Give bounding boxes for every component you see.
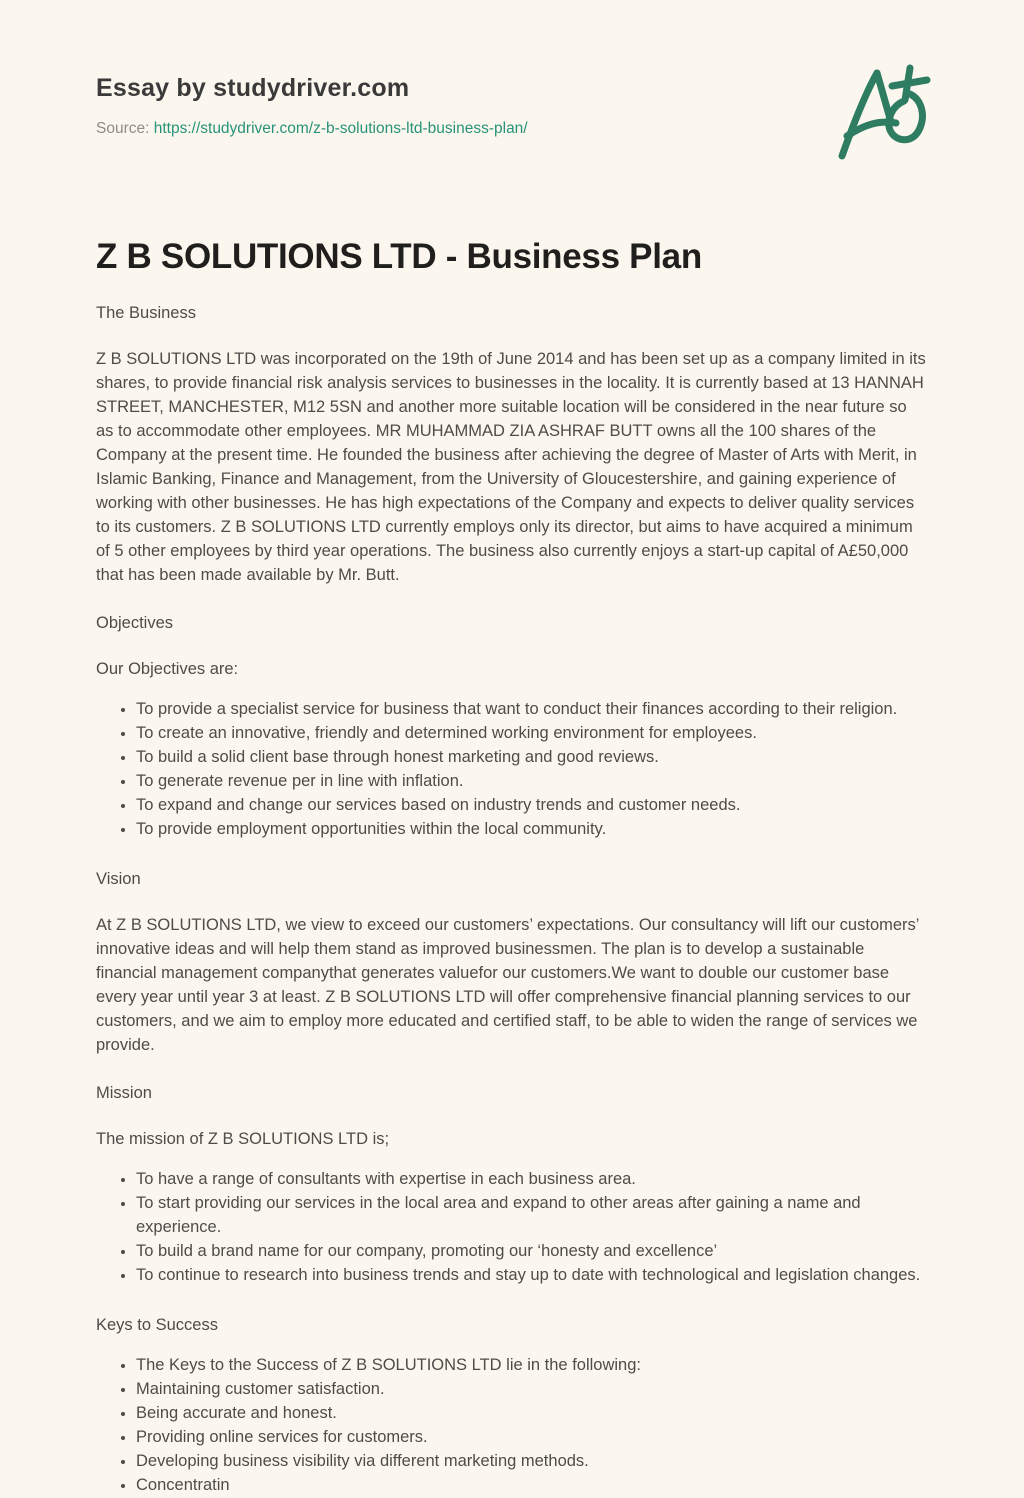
heading-keys-to-success: Keys to Success [96, 1316, 218, 1335]
list-item: • Being accurate and honest. [136, 1401, 928, 1425]
heading-the-business: The Business [96, 304, 196, 323]
objectives-list [96, 697, 928, 841]
source-row [96, 120, 928, 138]
list-item: • Providing online services for customers. [136, 1425, 928, 1449]
list-item: • To have a range of consultants with expertise in each business area. [136, 1167, 928, 1191]
list-item: • To generate revenue per in line with inflation. [136, 769, 928, 793]
article-body [96, 301, 928, 1497]
list-item: • The Keys to the Success of Z B SOLUTIONS LTD lie in the following: [136, 1353, 928, 1377]
list-item: • To build a brand name for our company, promoting our ‘honesty and excellence’ [136, 1239, 928, 1263]
heading-mission: Mission [96, 1084, 152, 1103]
paragraph-the-business: Z B SOLUTIONS LTD was incorporated on the 19th of June 2014 and has been set up as a company limited in its shares, to provide financial risk analysis services to businesses in the locality. It is currently based at 13 HANNAH STREET, MANCHESTER, M12 5SN and another more suitable location will be considered in the near future so as to accommodate other employees. MR MUHAMMAD ZIA ASHRAF BUTT owns all the 100 shares of the Company at the present time. He founded the business after achieving the degree of Master of Arts with Merit, in Islamic Banking, Finance and Management, from the University of Gloucestershire, and gaining experience of working with other businesses. He has high expectations of the Company and expects to deliver quality services to its customers. Z B SOLUTIONS LTD currently employs only its director, but aims to have acquired a minimum of 5 other employees by third year operations. The business also currently enjoys a start-up capital of A£50,000 that has been made available by Mr. Butt. [96, 350, 926, 585]
keys-to-success-list [96, 1353, 928, 1497]
list-item: • To start providing our services in the local area and expand to other areas after gaining a name and experience. [136, 1191, 928, 1239]
list-item: • Maintaining customer satisfaction. [136, 1377, 928, 1401]
page-header [96, 74, 928, 138]
list-item: • To continue to research into business trends and stay up to date with technological and legislation changes. [136, 1263, 928, 1287]
source-label: Source: [96, 120, 150, 137]
mission-list [96, 1167, 928, 1287]
site-title: Essay by studydriver.com [96, 74, 410, 102]
paragraph-objectives-intro: Our Objectives are: [96, 660, 239, 679]
list-item: • To create an innovative, friendly and determined working environment for employees. [136, 721, 928, 745]
paragraph-mission-intro: The mission of Z B SOLUTIONS LTD is; [96, 1130, 390, 1149]
list-item: • To build a solid client base through honest marketing and good reviews. [136, 745, 928, 769]
article-title: Z B SOLUTIONS LTD - Business Plan [96, 237, 702, 276]
heading-vision: Vision [96, 870, 141, 889]
list-item: • To provide a specialist service for business that want to conduct their finances according to their religion. [136, 697, 928, 721]
heading-objectives: Objectives [96, 614, 174, 633]
list-item: • Concentratin [136, 1473, 928, 1497]
list-item: • Developing business visibility via different marketing methods. [136, 1449, 928, 1473]
studydriver-a-plus-logo-icon [830, 56, 930, 166]
paragraph-vision: At Z B SOLUTIONS LTD, we view to exceed our customers’ expectations. Our consultancy will lift our customers’ innovative ideas and will help them stand as improved businessmen. The plan is to develop a sustainable financial management companythat generates valuefor our customers.We want to double our customer base every year until year 3 at least. Z B SOLUTIONS LTD will offer comprehensive financial planning services to our customers, and we aim to employ more educated and certified staff, to be able to widen the range of services we provide. [96, 916, 919, 1055]
list-item: • To provide employment opportunities within the local community. [136, 817, 928, 841]
source-link[interactable]: https://studydriver.com/z-b-solutions-ltd-business-plan/ [153, 120, 528, 137]
list-item: • To expand and change our services based on industry trends and customer needs. [136, 793, 928, 817]
